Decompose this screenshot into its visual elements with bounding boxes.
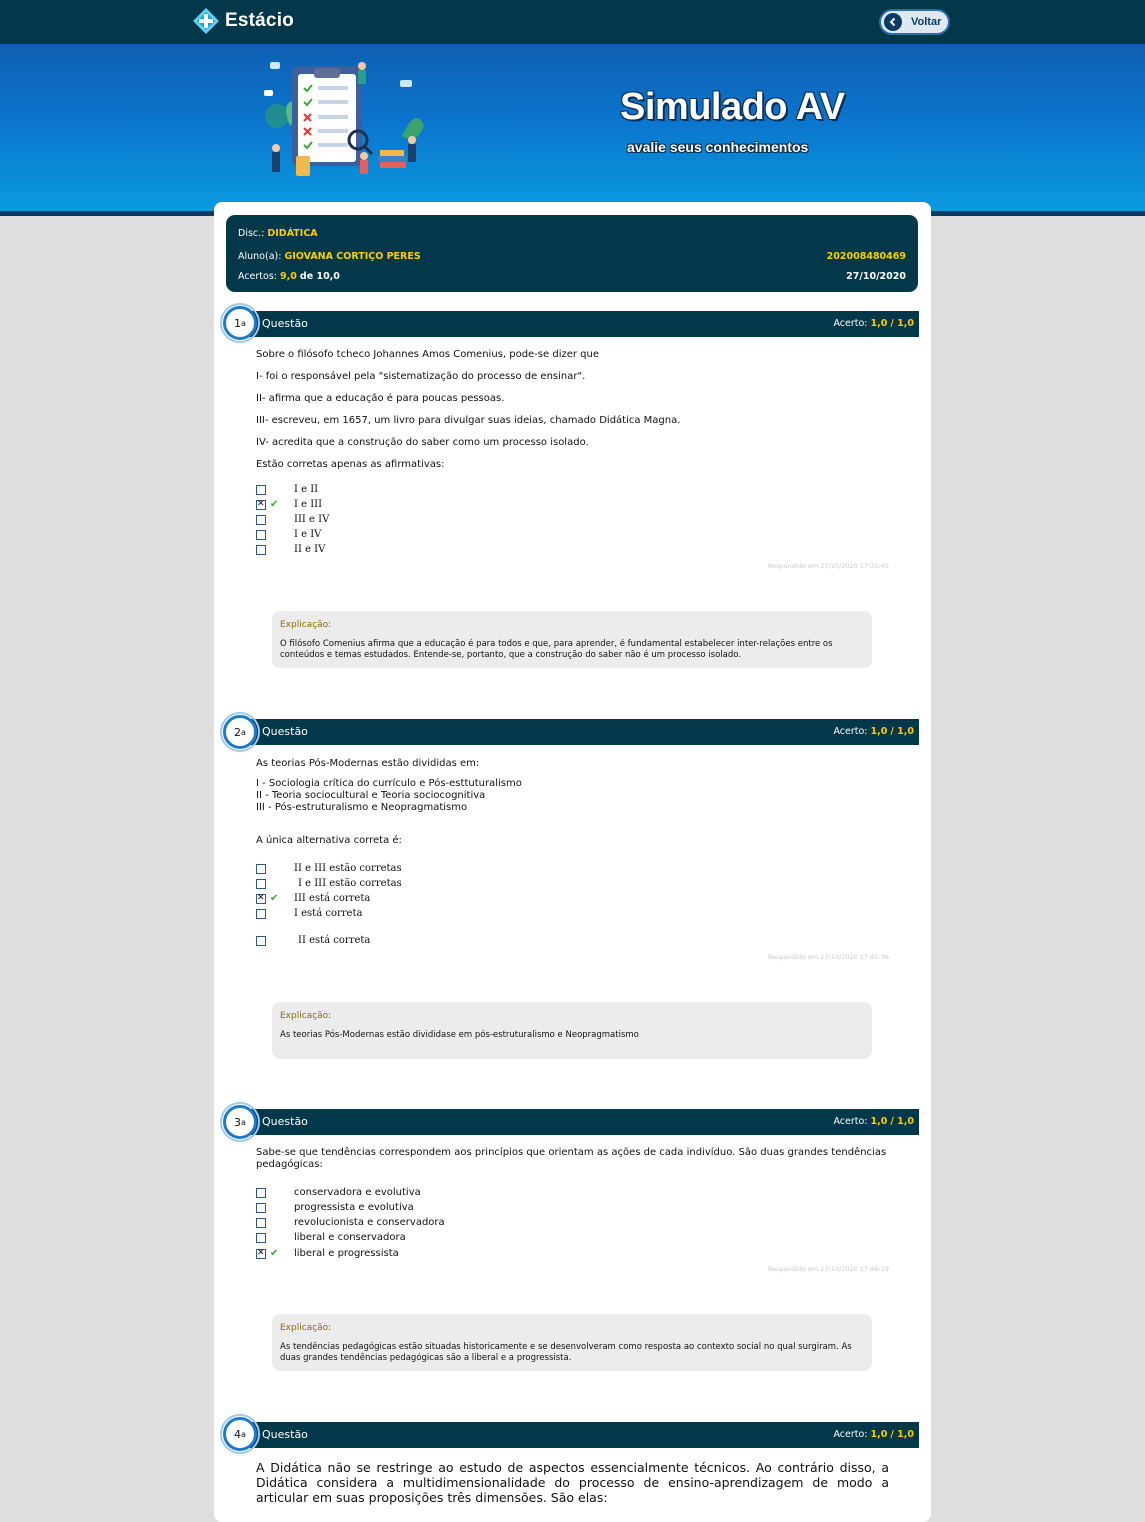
option-label: II está correta (298, 935, 371, 946)
question-title: Questão (262, 725, 308, 738)
question-statement (256, 1147, 896, 1171)
option-label: progressista e evolutiva (294, 1202, 414, 1213)
answer-option[interactable] (256, 934, 370, 947)
option-label: I e IV (294, 529, 322, 540)
question-score (833, 1116, 914, 1127)
statement-line: III - Pós-estruturalismo e Neopragmatismo (256, 802, 468, 813)
option-label: II e IV (294, 544, 326, 555)
answered-timestamp: Respondido em 27/10/2020 17:46:19 (767, 1265, 889, 1273)
statement-line: II - Teoria sociocultural e Teoria sociocognitiva (256, 790, 486, 801)
answer-option[interactable] (256, 543, 325, 556)
option-label: I e II (294, 484, 319, 495)
option-checkbox[interactable] (256, 1203, 266, 1213)
student-label: Aluno(a): (238, 251, 282, 262)
statement-line: A única alternativa correta é: (256, 835, 402, 846)
answer-option[interactable] (256, 907, 362, 920)
question-header (248, 1109, 919, 1135)
score-label: Acerto: (833, 726, 868, 737)
banner-subtitle: avalie seus conhecimentos (627, 139, 809, 155)
check-icon: ✔ (270, 1248, 279, 1259)
student-id: 202008480469 (826, 251, 906, 262)
option-checkbox[interactable] (256, 545, 266, 555)
option-checkbox[interactable] (256, 485, 266, 495)
answer-option[interactable] (256, 1186, 421, 1199)
back-button-label: Voltar (911, 16, 942, 28)
x-checkbox-icon[interactable] (256, 1249, 266, 1259)
question-header (248, 311, 919, 337)
hits-row (238, 271, 340, 282)
statement-line: Sabe-se que tendências correspondem aos princípios que orientam as ações de cada indivíduo. São duas grandes tendências pedagógicas: (256, 1147, 887, 1170)
answer-option[interactable] (256, 862, 402, 875)
option-checkbox[interactable] (256, 530, 266, 540)
option-label: liberal e conservadora (294, 1232, 406, 1243)
option-label: I está correta (294, 908, 363, 919)
exam-date: 27/10/2020 (846, 271, 906, 282)
option-checkbox[interactable] (256, 909, 266, 919)
answer-option[interactable] (256, 1231, 406, 1244)
question-score (833, 318, 914, 329)
option-checkbox[interactable] (256, 515, 266, 525)
option-label: I e III estão corretas (298, 878, 402, 889)
x-checkbox-icon[interactable] (256, 500, 266, 510)
question-number-badge (223, 1105, 257, 1139)
option-label: liberal e progressista (294, 1248, 399, 1259)
statement-line: II- afirma que a educação é para poucas pessoas. (256, 393, 505, 404)
statement-line: As teorias Pós-Modernas estão divididas em: (256, 758, 480, 769)
question-ordinal: a (241, 727, 246, 737)
question-ordinal: a (241, 1117, 246, 1127)
question-statement (256, 757, 896, 847)
question-number: 4 (234, 1427, 242, 1441)
answer-option[interactable] (256, 1201, 414, 1214)
question-ordinal: a (241, 1429, 246, 1439)
score-total: / 1,0 (890, 318, 914, 329)
score-total: / 1,0 (890, 726, 914, 737)
explanation-text: O filósofo Comenius afirma que a educação é para todos e que, para aprender, é fundamental estabelecer inter-relações entre os conteúdos e temas estudados. Entende-se, portanto, que a construção do saber não é um processo isolado. (280, 639, 833, 660)
estacio-logo[interactable] (192, 7, 294, 35)
discipline-row (238, 228, 318, 239)
question-score (833, 1429, 914, 1440)
estacio-logo-icon (192, 7, 220, 35)
question-number-badge (223, 306, 257, 340)
option-checkbox[interactable] (256, 1188, 266, 1198)
question-title: Questão (262, 1428, 308, 1441)
chevron-left-icon (884, 13, 902, 31)
brand-name: Estácio (225, 10, 294, 31)
student-row (238, 251, 421, 262)
score-label: Acerto: (833, 1116, 868, 1127)
question-title: Questão (262, 317, 308, 330)
statement-line: III- escreveu, em 1657, um livro para divulgar suas ideias, chamado Didática Magna. (256, 415, 681, 426)
discipline-label: Disc.: (238, 228, 265, 239)
student-info-panel (226, 215, 918, 292)
question-ordinal: a (241, 318, 246, 328)
option-label: III e IV (294, 514, 330, 525)
explanation-title: Explicação: (280, 620, 332, 630)
option-label: revolucionista e conservadora (294, 1217, 445, 1228)
question-title: Questão (262, 1115, 308, 1128)
statement-line: I- foi o responsável pela "sistematização do processo de ensinar". (256, 371, 586, 382)
question-score (833, 726, 914, 737)
student-name: GIOVANA CORTIÇO PERES (284, 251, 421, 262)
question-number: 3 (234, 1115, 242, 1129)
option-label: conservadora e evolutiva (294, 1187, 421, 1198)
statement-line: A Didática não se restringe ao estudo de aspectos essencialmente técnicos. Ao contrário disso, a Didática considera a multidimensionalidade do processo de ensino-aprendizagem de modo a articular em suas proposições três dimensões. São elas: (256, 1460, 889, 1505)
question-statement (256, 1460, 889, 1505)
statement-line: Sobre o filósofo tcheco Johannes Amos Comenius, pode-se dizer que (256, 349, 600, 360)
banner-title: Simulado AV (620, 86, 845, 128)
x-checkbox-icon[interactable] (256, 894, 266, 904)
explanation-title: Explicação: (280, 1323, 332, 1333)
statement-line: Estão corretas apenas as afirmativas: (256, 459, 445, 470)
statement-line: I - Sociologia crítica do currículo e Pós-esttuturalismo (256, 778, 522, 789)
explanation-box (272, 1002, 872, 1059)
question-number-badge (223, 715, 257, 749)
answer-option-selected[interactable] (256, 1247, 399, 1260)
option-checkbox[interactable] (256, 936, 266, 946)
question-number: 2 (234, 725, 242, 739)
hits-value: 9,0 (280, 271, 297, 282)
statement-line: IV- acredita que a construção do saber como um processo isolado. (256, 437, 589, 448)
score-total: / 1,0 (890, 1116, 914, 1127)
discipline-value: DIDÁTICA (267, 228, 318, 239)
option-label: I e III (294, 499, 323, 510)
answer-option[interactable] (256, 1216, 445, 1229)
back-button[interactable] (879, 9, 950, 35)
answered-timestamp: Respondido em 27/10/2020 17:35:45 (767, 562, 889, 570)
score-value: 1,0 (870, 726, 888, 737)
answer-option[interactable] (256, 528, 321, 541)
score-value: 1,0 (870, 318, 888, 329)
question-header (248, 1422, 919, 1448)
question-statement (256, 348, 896, 471)
answer-option[interactable] (256, 513, 329, 526)
score-value: 1,0 (870, 1116, 888, 1127)
answer-option[interactable] (256, 877, 402, 890)
hits-label: Acertos: (238, 271, 277, 282)
option-label: II e III estão corretas (294, 863, 402, 874)
hits-total: de 10,0 (299, 271, 340, 282)
explanation-box (272, 611, 872, 668)
answer-option-selected[interactable] (256, 498, 322, 511)
explanation-box (272, 1314, 872, 1371)
score-label: Acerto: (833, 318, 868, 329)
question-header (248, 719, 919, 745)
checklist-illustration (262, 56, 432, 184)
score-value: 1,0 (870, 1429, 888, 1440)
check-icon: ✔ (270, 893, 279, 904)
option-checkbox[interactable] (256, 1218, 266, 1228)
score-total: / 1,0 (890, 1429, 914, 1440)
answer-option[interactable] (256, 483, 318, 496)
check-icon: ✔ (270, 499, 279, 510)
option-checkbox[interactable] (256, 1233, 266, 1243)
option-checkbox[interactable] (256, 864, 266, 874)
simulado-banner (0, 44, 1145, 211)
option-label: III está correta (294, 893, 371, 904)
answered-timestamp: Respondido em 27/10/2020 17:45:36 (767, 953, 889, 961)
explanation-text: As tendências pedagógicas estão situadas historicamente e se desenvolveram como resposta ao contexto social no qual surgiram. As duas grandes tendências pedagógicas são a liberal e a progressista. (280, 1342, 852, 1363)
option-checkbox[interactable] (256, 879, 266, 889)
explanation-text: As teorias Pós-Modernas estão divididase em pós-estruturalismo e Neopragmatismo (280, 1030, 639, 1040)
answer-option-selected[interactable] (256, 892, 370, 905)
explanation-title: Explicação: (280, 1011, 332, 1021)
question-number: 1 (234, 316, 242, 330)
question-number-badge (223, 1417, 257, 1451)
score-label: Acerto: (833, 1429, 868, 1440)
top-bar (0, 0, 1145, 44)
